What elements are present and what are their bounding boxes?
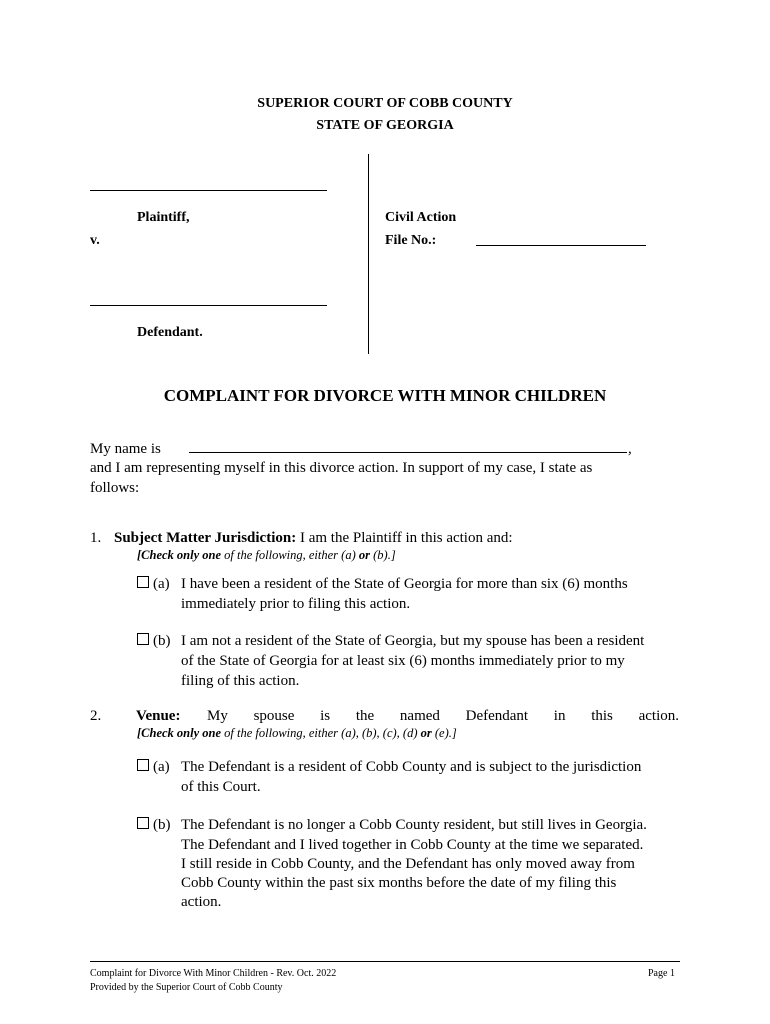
option-2b-line1: The Defendant is no longer a Cobb County resident, but still lives in Georgia. bbox=[181, 817, 647, 833]
option-1b-line3: filing of this action. bbox=[181, 673, 300, 689]
option-1b-line2: of the State of Georgia for at least six (6) months immediately prior to my bbox=[181, 653, 625, 669]
option-1a-line1: I have been a resident of the State of Georgia for more than six (6) months bbox=[181, 576, 628, 592]
civil-action-label: Civil Action bbox=[385, 210, 457, 225]
defendant-name-line[interactable] bbox=[90, 305, 327, 306]
section-1-option-b bbox=[137, 631, 171, 651]
court-name: SUPERIOR COURT OF COBB COUNTY bbox=[257, 96, 513, 111]
versus-label: v. bbox=[90, 233, 100, 248]
section-2-instruction: [Check only one of the following, either (a), (b), (c), (d) or (e).] bbox=[137, 726, 457, 740]
section-1-number: 1. bbox=[90, 530, 102, 546]
option-1a-checkbox[interactable] bbox=[137, 576, 149, 588]
option-2a-line1: The Defendant is a resident of Cobb County and is subject to the jurisdiction bbox=[181, 759, 642, 775]
plaintiff-name-line[interactable] bbox=[90, 190, 327, 191]
footer-rule bbox=[90, 961, 680, 962]
state-name: STATE OF GEORGIA bbox=[316, 118, 454, 133]
name-input-line[interactable] bbox=[189, 452, 627, 453]
section-2-number: 2. bbox=[90, 708, 102, 724]
caption-divider bbox=[368, 154, 369, 354]
section-2-heading: Venue: bbox=[136, 708, 181, 724]
section-2-sentence: My spouse is the named Defendant in this action. bbox=[207, 708, 679, 724]
option-1b-label: (b) bbox=[153, 633, 171, 649]
plaintiff-label: Plaintiff, bbox=[137, 210, 190, 225]
document-title: COMPLAINT FOR DIVORCE WITH MINOR CHILDREN bbox=[163, 386, 607, 405]
option-1b-checkbox[interactable] bbox=[137, 633, 149, 645]
page-number: Page 1 bbox=[648, 968, 675, 979]
my-name-label: My name is bbox=[90, 441, 161, 457]
section-1-instruction: [Check only one of the following, either (a) or (b).] bbox=[137, 548, 396, 562]
footer-line-2: Provided by the Superior Court of Cobb County bbox=[90, 982, 283, 993]
option-2a-label: (a) bbox=[153, 759, 170, 775]
section-2-option-b bbox=[137, 815, 171, 835]
section-1-heading-line bbox=[114, 528, 513, 548]
section-1-heading: Subject Matter Jurisdiction: bbox=[114, 530, 297, 546]
section-1-text: I am the Plaintiff in this action and: bbox=[296, 530, 513, 546]
section-1-option-a bbox=[137, 574, 170, 594]
file-no-line[interactable] bbox=[476, 245, 646, 246]
footer-line-1: Complaint for Divorce With Minor Children - Rev. Oct. 2022 bbox=[90, 968, 337, 979]
option-2b-line4: Cobb County within the past six months before the date of my filing this bbox=[181, 875, 617, 891]
option-2b-line5: action. bbox=[181, 894, 222, 910]
option-1a-label: (a) bbox=[153, 576, 170, 592]
intro-line-2: and I am representing myself in this divorce action. In support of my case, I state as bbox=[90, 460, 593, 476]
intro-line-3: follows: bbox=[90, 480, 140, 496]
defendant-label: Defendant. bbox=[137, 325, 203, 340]
name-comma: , bbox=[628, 441, 632, 457]
option-2b-checkbox[interactable] bbox=[137, 817, 149, 829]
option-1b-line1: I am not a resident of the State of Georgia, but my spouse has been a resident bbox=[181, 633, 645, 649]
option-2a-line2: of this Court. bbox=[181, 779, 261, 795]
option-2b-line2: The Defendant and I lived together in Cobb County at the time we separated. bbox=[181, 837, 644, 853]
option-2a-checkbox[interactable] bbox=[137, 759, 149, 771]
option-2b-label: (b) bbox=[153, 817, 171, 833]
option-2b-line3: I still reside in Cobb County, and the Defendant has only moved away from bbox=[181, 856, 635, 872]
file-no-label: File No.: bbox=[385, 233, 437, 248]
option-1a-line2: immediately prior to filing this action. bbox=[181, 596, 411, 612]
section-2-option-a bbox=[137, 757, 170, 777]
